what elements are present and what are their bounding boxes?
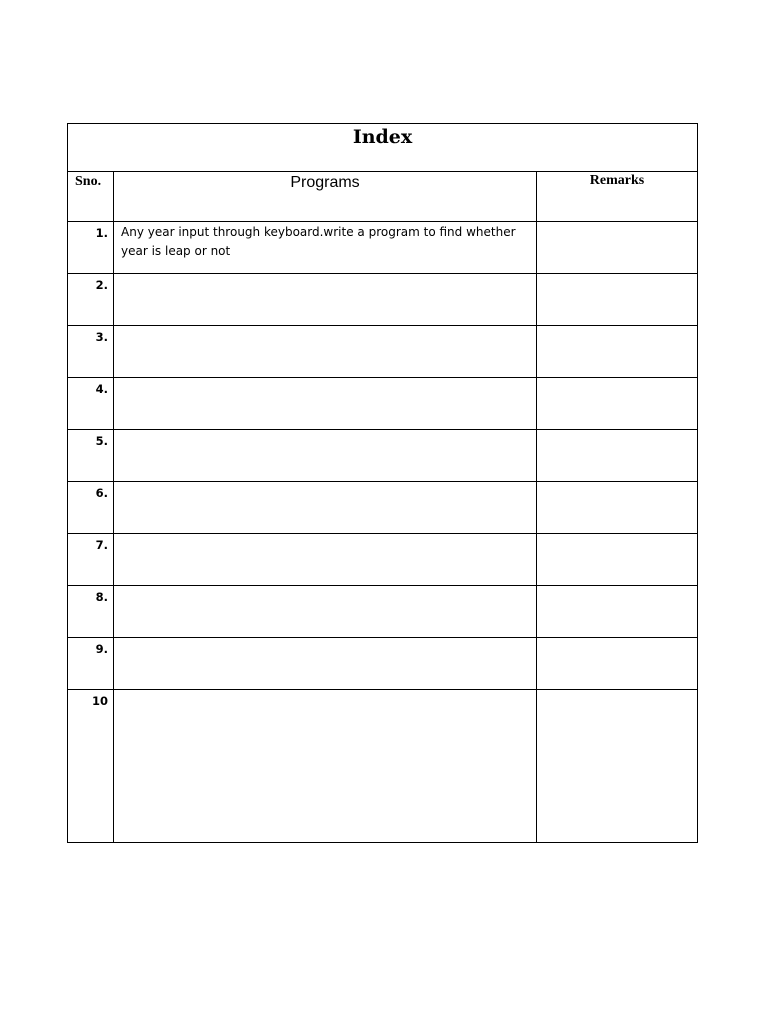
sno-cell: 8. (68, 586, 114, 638)
sno-cell: 4. (68, 378, 114, 430)
program-cell (114, 430, 537, 482)
remarks-cell (537, 586, 698, 638)
sno-cell: 1. (68, 222, 114, 274)
remarks-cell (537, 274, 698, 326)
table-row (68, 326, 698, 378)
table-row (68, 586, 698, 638)
remarks-cell (537, 430, 698, 482)
program-cell (114, 482, 537, 534)
program-cell (114, 534, 537, 586)
index-title-cell (68, 124, 698, 172)
table-row (68, 534, 698, 586)
table-row (68, 222, 698, 274)
program-cell (114, 378, 537, 430)
table-row (68, 430, 698, 482)
sno-cell: 5. (68, 430, 114, 482)
programs-header: Programs (114, 172, 537, 222)
sno-cell: 9. (68, 638, 114, 690)
remarks-header: Remarks (537, 172, 698, 222)
program-cell (114, 586, 537, 638)
remarks-cell (537, 534, 698, 586)
remarks-cell (537, 690, 698, 843)
header-row (68, 172, 698, 222)
remarks-cell (537, 638, 698, 690)
remarks-cell (537, 326, 698, 378)
index-title: Index (352, 126, 413, 148)
table-row (68, 274, 698, 326)
table-row (68, 482, 698, 534)
program-cell (114, 274, 537, 326)
program-cell (114, 326, 537, 378)
sno-cell: 3. (68, 326, 114, 378)
sno-cell: 10 (68, 690, 114, 843)
index-table (67, 123, 698, 843)
table-row (68, 690, 698, 843)
sno-header: Sno. (68, 172, 114, 222)
table-row (68, 638, 698, 690)
program-cell (114, 638, 537, 690)
remarks-cell (537, 378, 698, 430)
table-row (68, 378, 698, 430)
remarks-cell (537, 222, 698, 274)
sno-cell: 7. (68, 534, 114, 586)
title-row (68, 124, 698, 172)
program-cell (114, 690, 537, 843)
program-cell: Any year input through keyboard.write a program to find whether year is leap or not (114, 222, 537, 274)
sno-cell: 2. (68, 274, 114, 326)
remarks-cell (537, 482, 698, 534)
sno-cell: 6. (68, 482, 114, 534)
